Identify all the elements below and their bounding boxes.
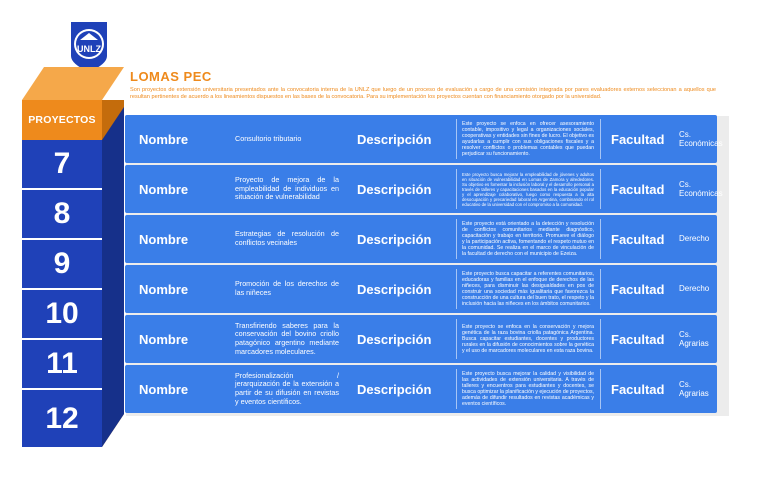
column-divider: [456, 369, 457, 409]
name-label: Nombre: [139, 231, 189, 247]
project-name: Promoción de los derechos de las niñeces: [235, 279, 339, 297]
intro-text: Son proyectos de extensión universitaria presentados ante la convocatoria interna de la UNLZ que luego de un proceso de evaluación a cargo de una comisión integrada por pares evaluadores externos seleccionan a aquellos que resultan pertinentes de acuerdo a los lineamientos dispuestos en las bases de la convocatoria. Para su implementación los proyectos cuentan con financiamiento otorgado por la universidad.: [130, 87, 716, 100]
name-label: Nombre: [139, 331, 189, 347]
description-label: Descripción: [357, 181, 432, 197]
stack-top-face: [22, 67, 124, 100]
project-faculty: Derecho: [679, 234, 710, 244]
project-row-7: [125, 115, 723, 163]
faculty-label: Facultad: [611, 231, 665, 247]
faculty-label: Facultad: [611, 281, 665, 297]
description-label: Descripción: [357, 281, 432, 297]
name-label: Nombre: [139, 381, 189, 397]
faculty-label: Facultad: [611, 331, 665, 347]
project-faculty: Cs. Económicas: [679, 129, 723, 148]
column-divider: [600, 219, 601, 259]
project-row-10: [125, 265, 717, 313]
project-name: Estrategias de resolución de conflictos vecinales: [235, 229, 339, 247]
faculty-label: Facultad: [611, 181, 665, 197]
project-number-9: 9: [22, 240, 102, 290]
faculty-label: Facultad: [611, 381, 665, 397]
column-divider: [600, 319, 601, 359]
faculty-label: Facultad: [611, 131, 665, 147]
name-label: Nombre: [139, 181, 189, 197]
stack-label: PROYECTOS: [22, 100, 102, 140]
project-description: Este proyecto busca capacitar a referentes comunitarios, educadoras y familias en el enfoque de derechos de las niñeces, para disminuir las desigualdades en pos de construir una sociedad más igualitaria que favorezca la construcción de una cultura del buen trato, el respeto y la inclusión hacia las niñeces en los ámbitos comunitarios.: [462, 271, 594, 307]
logo-text: UNLZ: [77, 44, 101, 54]
column-divider: [456, 119, 457, 159]
column-divider: [600, 369, 601, 409]
project-number-12: 12: [22, 390, 102, 447]
project-description: Este proyecto está orientado a la detección y resolución de conflictos comunitarios mediante diagnóstico, capacitación y trabajo en territorio. Promueve el diálogo y la participación activa, fomentando el respeto mutuo en la comunidad. Se realiza en el marco de vinculación de la facultad de derecho con el municipio de Ezeiza.: [462, 221, 594, 257]
project-faculty: Cs. Agrarias: [679, 379, 709, 398]
project-name: Transfiriendo saberes para la conservación del bovino criollo patagónico argentino mediante marcadores moleculares.: [235, 320, 339, 356]
project-description: Este proyecto se enfoca en la conservación y mejora genética de la raza bovina criolla patagónica Argentina. Busca capacitar estudiantes, docentes y productores rurales en la difusión de conocimientos sobre la genética y el uso de marcadores moleculares en esta raza bovina.: [462, 324, 594, 354]
column-divider: [456, 169, 457, 209]
project-row-8: [125, 165, 723, 213]
unlz-logo: [67, 20, 111, 74]
description-label: Descripción: [357, 381, 432, 397]
project-faculty: Cs. Económicas: [679, 179, 723, 198]
column-divider: [600, 169, 601, 209]
column-divider: [456, 219, 457, 259]
column-divider: [600, 269, 601, 309]
project-description: Este proyecto se enfoca en ofrecer asesoramiento contable, impositivo y legal a organizaciones sociales, cooperativas y entidades sin fines de lucro. El objetivo es ayudarlas a cumplir con sus obligaciones fiscales y a resolver conflictos o problemas contables que puedan perjudicar su funcionamiento.: [462, 121, 594, 157]
project-faculty: Derecho: [679, 284, 710, 294]
project-name: Profesionalización / jerarquización de la extensión a partir de su difusión en revistas y eventos científicos.: [235, 370, 339, 406]
page-title: LOMAS PEC: [130, 69, 212, 84]
description-label: Descripción: [357, 231, 432, 247]
name-label: Nombre: [139, 131, 189, 147]
project-name: Consultorio tributario: [235, 133, 302, 143]
project-row-9: [125, 215, 717, 263]
column-divider: [456, 319, 457, 359]
description-label: Descripción: [357, 331, 432, 347]
project-number-11: 11: [22, 340, 102, 390]
column-divider: [600, 119, 601, 159]
project-number-10: 10: [22, 290, 102, 340]
project-description: Este proyecto busca mejorar la calidad y visibilidad de las actividades de extensión universitaria. A través de talleres y encuentros para estudiantes y docentes, se busca optimizar la planificación y ejecución de proyectos, además de difundir resultados en revistas académicas y eventos científicos.: [462, 371, 594, 407]
project-row-12: [125, 365, 717, 413]
project-row-11: [125, 315, 717, 363]
project-description: Este proyecto busca mejorar la empleabilidad de jóvenes y adultos en situación de vulnerabilidad en Lomas de Zamora y alrededores. Su objetivo es fomentar la inclusión laboral y el desarrollo personal a través de talleres y capacitaciones basados en la educación popular y el aprendizaje colaborativo, luego como respuesta a la alta desocupación y precariedad laboral en Argentina, combinando el rol educativo de la universidad con el compromiso a la comunidad.: [462, 171, 594, 207]
stack-side-face: [102, 100, 124, 447]
project-name: Proyecto de mejora de la empleabilidad de individuos en situación de vulnerabilidad: [235, 175, 339, 202]
project-number-7: 7: [22, 140, 102, 190]
column-divider: [456, 269, 457, 309]
project-faculty: Cs. Agrarias: [679, 329, 709, 348]
project-number-8: 8: [22, 190, 102, 240]
project-number-stack: [22, 67, 124, 447]
description-label: Descripción: [357, 131, 432, 147]
name-label: Nombre: [139, 281, 189, 297]
